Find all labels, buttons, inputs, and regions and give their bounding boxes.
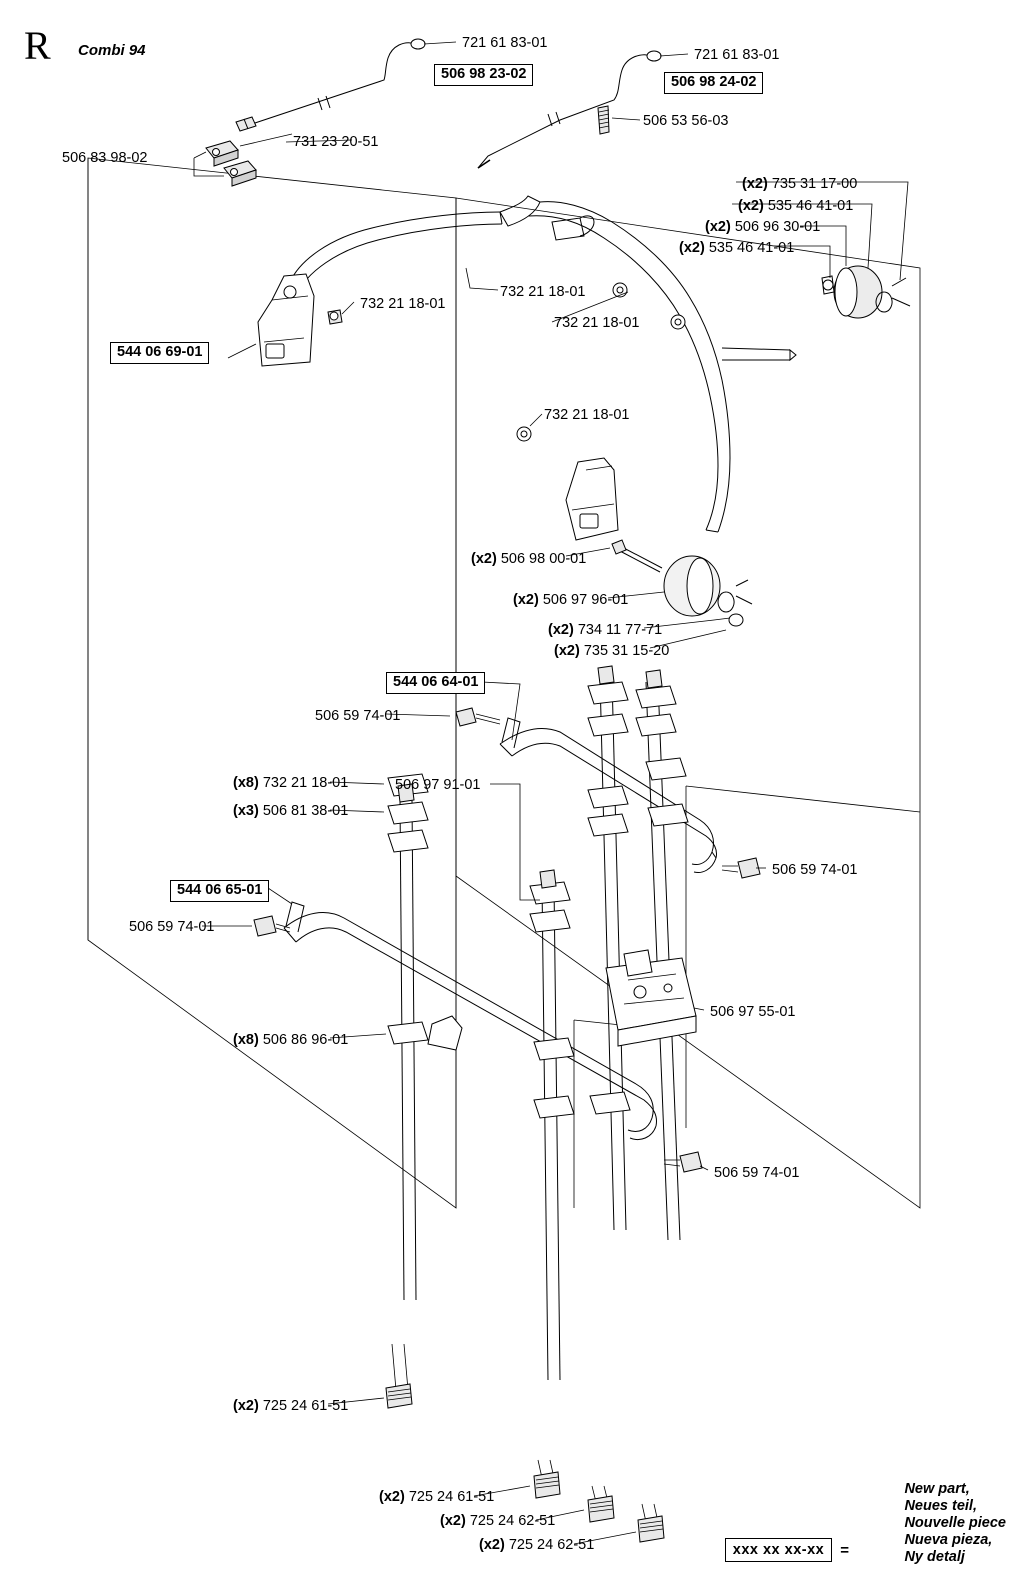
- part-number: 725 24 62-51: [508, 1537, 595, 1553]
- qty-prefix: (x2): [479, 1537, 505, 1553]
- boxed-part-number: 544 06 69-01: [110, 342, 209, 364]
- page-title: Combi 94: [78, 42, 146, 59]
- part-label: 506 59 74-01: [772, 862, 858, 878]
- part-number: 725 24 62-51: [469, 1513, 556, 1529]
- qty-prefix: (x3): [233, 803, 259, 819]
- part-label: 506 83 98-02: [62, 150, 148, 166]
- qty-prefix: (x2): [379, 1489, 405, 1505]
- part-label: 506 59 74-01: [315, 708, 401, 724]
- part-label-with-qty: [479, 1537, 594, 1553]
- part-label: 732 21 18-01: [544, 407, 630, 423]
- new-part-legend: [904, 1481, 1006, 1566]
- part-label-with-qty: [548, 622, 662, 638]
- legend-line: Nouvelle piece: [904, 1515, 1006, 1531]
- part-label-with-qty: [471, 551, 586, 567]
- legend-line: Ny detalj: [904, 1549, 965, 1565]
- qty-prefix: (x8): [233, 775, 259, 791]
- legend-key-equals: =: [840, 1541, 849, 1559]
- part-number: 732 21 18-01: [262, 775, 349, 791]
- part-label: 732 21 18-01: [500, 284, 586, 300]
- part-label-with-qty: [513, 592, 628, 608]
- part-number: 506 98 00-01: [500, 551, 587, 567]
- qty-prefix: (x2): [440, 1513, 466, 1529]
- qty-prefix: (x2): [554, 643, 580, 659]
- qty-prefix: (x2): [742, 176, 768, 192]
- part-label-with-qty: [742, 176, 857, 192]
- part-label: 731 23 20-51: [293, 134, 379, 150]
- part-label-with-qty: [233, 803, 348, 819]
- qty-prefix: (x2): [738, 198, 764, 214]
- part-number: 735 31 17-00: [771, 176, 858, 192]
- part-label: 721 61 83-01: [694, 47, 780, 63]
- boxed-part-number: 506 98 23-02: [434, 64, 533, 86]
- part-number: 506 96 30-01: [734, 219, 821, 235]
- part-label-with-qty: [440, 1513, 555, 1529]
- part-number: 535 46 41-01: [767, 198, 854, 214]
- part-number: 506 97 96-01: [542, 592, 629, 608]
- boxed-part-number: 506 98 24-02: [664, 72, 763, 94]
- part-number: 735 31 15-20: [583, 643, 670, 659]
- part-number: 734 11 77-71: [577, 622, 663, 638]
- part-label: 506 59 74-01: [129, 919, 215, 935]
- part-label: 506 97 55-01: [710, 1004, 796, 1020]
- part-label-with-qty: [233, 1398, 348, 1414]
- legend-line: Neues teil,: [904, 1498, 977, 1514]
- part-label: 721 61 83-01: [462, 35, 548, 51]
- part-number: 506 86 96-01: [262, 1032, 349, 1048]
- part-label: 732 21 18-01: [360, 296, 446, 312]
- part-label-with-qty: [233, 775, 348, 791]
- qty-prefix: (x8): [233, 1032, 259, 1048]
- part-label: 506 97 91-01: [395, 777, 481, 793]
- part-number: 725 24 61-51: [408, 1489, 495, 1505]
- boxed-part-number: 544 06 64-01: [386, 672, 485, 694]
- qty-prefix: (x2): [513, 592, 539, 608]
- part-label: 732 21 18-01: [554, 315, 640, 331]
- part-number: 535 46 41-01: [708, 240, 795, 256]
- part-label: 506 59 74-01: [714, 1165, 800, 1181]
- legend-line: Nueva pieza,: [904, 1532, 993, 1548]
- boxed-part-number: 544 06 65-01: [170, 880, 269, 902]
- part-label-with-qty: [379, 1489, 494, 1505]
- legend-key: [725, 1538, 849, 1562]
- qty-prefix: (x2): [471, 551, 497, 567]
- part-label: 506 53 56-03: [643, 113, 729, 129]
- legend-key-box: xxx xx xx-xx: [725, 1538, 832, 1562]
- part-number: 725 24 61-51: [262, 1398, 349, 1414]
- page-letter: R: [24, 23, 51, 68]
- part-label-with-qty: [705, 219, 820, 235]
- qty-prefix: (x2): [233, 1398, 259, 1414]
- part-label-with-qty: [679, 240, 794, 256]
- qty-prefix: (x2): [548, 622, 574, 638]
- qty-prefix: (x2): [679, 240, 705, 256]
- qty-prefix: (x2): [705, 219, 731, 235]
- part-number: 506 81 38-01: [262, 803, 349, 819]
- part-label-with-qty: [233, 1032, 348, 1048]
- part-label-with-qty: [738, 198, 853, 214]
- legend-line: New part,: [904, 1481, 970, 1497]
- part-label-with-qty: [554, 643, 669, 659]
